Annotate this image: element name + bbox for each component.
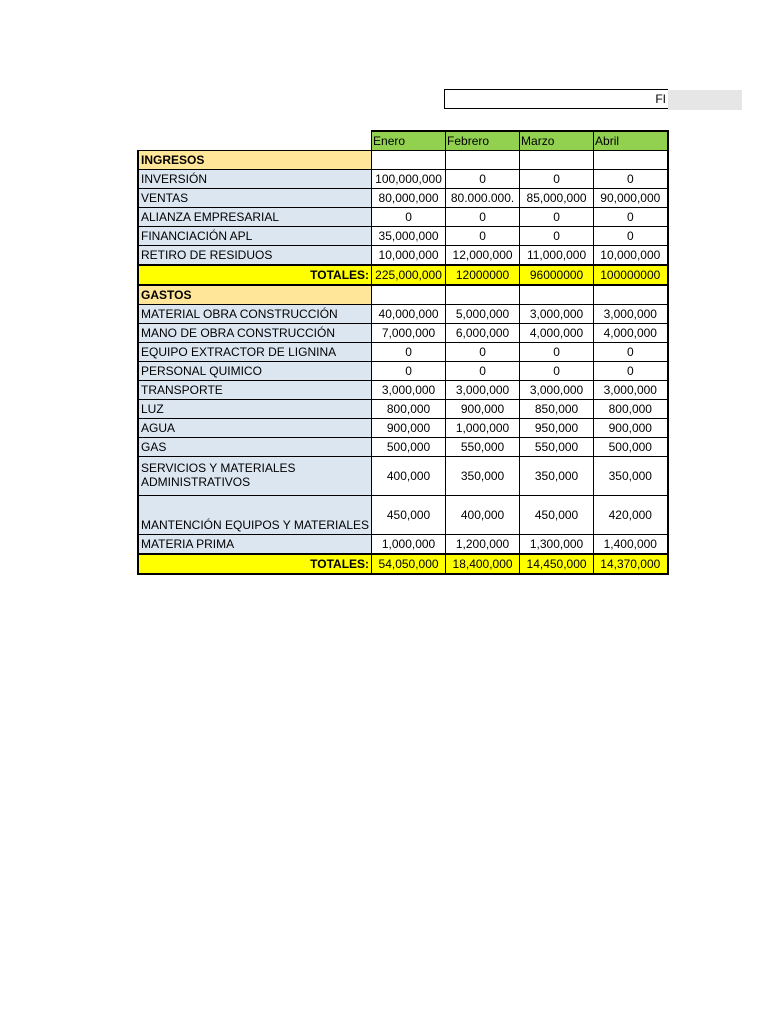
value-cell[interactable]: 0 xyxy=(372,343,446,362)
table-row xyxy=(138,535,668,555)
table-row xyxy=(138,208,668,227)
total-value-cell[interactable]: 225,000,000 xyxy=(372,265,446,285)
row-label-cell[interactable]: AGUA xyxy=(138,419,372,438)
value-cell[interactable]: 1,300,000 xyxy=(520,535,594,555)
total-value-cell[interactable]: 54,050,000 xyxy=(372,554,446,574)
row-label-cell[interactable]: LUZ xyxy=(138,400,372,419)
title-overflow-cell xyxy=(668,90,742,110)
table-row xyxy=(138,343,668,362)
row-label-cell[interactable]: MANO DE OBRA CONSTRUCCIÓN xyxy=(138,324,372,343)
table-cell[interactable] xyxy=(446,285,520,305)
value-cell[interactable]: 950,000 xyxy=(520,419,594,438)
value-cell[interactable]: 0 xyxy=(594,170,668,189)
section-label-gastos[interactable]: GASTOS xyxy=(138,285,372,305)
ingresos-section-row xyxy=(138,151,668,170)
row-label-cell[interactable]: MATERIA PRIMA xyxy=(138,535,372,555)
value-cell[interactable]: 1,000,000 xyxy=(446,419,520,438)
value-cell[interactable]: 1,200,000 xyxy=(446,535,520,555)
value-cell[interactable]: 800,000 xyxy=(372,400,446,419)
total-value-cell[interactable]: 18,400,000 xyxy=(446,554,520,574)
value-cell[interactable]: 6,000,000 xyxy=(446,324,520,343)
value-cell[interactable]: 80,000,000 xyxy=(372,189,446,208)
value-cell[interactable]: 0 xyxy=(446,208,520,227)
value-cell[interactable]: 35,000,000 xyxy=(372,227,446,246)
table-cell[interactable] xyxy=(594,151,668,170)
row-label-cell[interactable]: PERSONAL QUIMICO xyxy=(138,362,372,381)
value-cell[interactable]: 0 xyxy=(594,208,668,227)
value-cell[interactable]: 80.000.000. xyxy=(446,189,520,208)
totals-label-cell[interactable]: TOTALES: xyxy=(138,554,372,574)
cash-flow-table xyxy=(137,130,669,575)
value-cell[interactable]: 3,000,000 xyxy=(594,381,668,400)
row-label-cell[interactable]: SERVICIOS Y MATERIALES ADMINISTRATIVOS xyxy=(138,457,372,496)
total-value-cell[interactable]: 14,370,000 xyxy=(594,554,668,574)
month-header-cell[interactable]: Enero xyxy=(372,131,446,151)
section-label-ingresos[interactable]: INGRESOS xyxy=(138,151,372,170)
month-header-cell[interactable]: Marzo xyxy=(520,131,594,151)
table-cell[interactable] xyxy=(372,151,446,170)
value-cell[interactable]: 12,000,000 xyxy=(446,246,520,266)
row-label-cell[interactable]: RETIRO DE RESIDUOS xyxy=(138,246,372,266)
table-cell[interactable] xyxy=(446,151,520,170)
gastos-section-row xyxy=(138,285,668,305)
gastos-totals-row xyxy=(138,554,668,574)
value-cell[interactable]: 450,000 xyxy=(520,496,594,535)
total-value-cell[interactable]: 96000000 xyxy=(520,265,594,285)
value-cell[interactable]: 0 xyxy=(446,170,520,189)
value-cell[interactable]: 500,000 xyxy=(372,438,446,457)
value-cell[interactable]: 0 xyxy=(446,343,520,362)
table-cell[interactable] xyxy=(520,151,594,170)
value-cell[interactable]: 1,000,000 xyxy=(372,535,446,555)
value-cell[interactable]: 900,000 xyxy=(594,419,668,438)
table-cell[interactable] xyxy=(594,285,668,305)
table-row xyxy=(138,419,668,438)
value-cell[interactable]: 550,000 xyxy=(446,438,520,457)
table-row xyxy=(138,227,668,246)
value-cell[interactable]: 40,000,000 xyxy=(372,305,446,324)
value-cell[interactable]: 450,000 xyxy=(372,496,446,535)
value-cell[interactable]: 7,000,000 xyxy=(372,324,446,343)
ingresos-totals-row xyxy=(138,265,668,285)
value-cell[interactable]: 550,000 xyxy=(520,438,594,457)
table-row xyxy=(138,457,668,496)
value-cell[interactable]: 100,000,000 xyxy=(372,170,446,189)
table-row xyxy=(138,189,668,208)
value-cell[interactable]: 420,000 xyxy=(594,496,668,535)
value-cell[interactable]: 350,000 xyxy=(446,457,520,496)
row-label-cell[interactable]: TRANSPORTE xyxy=(138,381,372,400)
table-row xyxy=(138,362,668,381)
header-row xyxy=(138,131,668,151)
value-cell[interactable]: 0 xyxy=(372,362,446,381)
value-cell[interactable]: 0 xyxy=(446,227,520,246)
value-cell[interactable]: 0 xyxy=(446,362,520,381)
value-cell[interactable]: 3,000,000 xyxy=(446,381,520,400)
value-cell[interactable]: 900,000 xyxy=(446,400,520,419)
table-row xyxy=(138,400,668,419)
value-cell[interactable]: 10,000,000 xyxy=(372,246,446,266)
value-cell[interactable]: 1,400,000 xyxy=(594,535,668,555)
table-row xyxy=(138,305,668,324)
month-header-cell[interactable]: Febrero xyxy=(446,131,520,151)
value-cell[interactable]: 5,000,000 xyxy=(446,305,520,324)
value-cell[interactable]: 350,000 xyxy=(520,457,594,496)
row-label-cell[interactable]: GAS xyxy=(138,438,372,457)
value-cell[interactable]: 0 xyxy=(520,227,594,246)
value-cell[interactable]: 850,000 xyxy=(520,400,594,419)
row-label-cell[interactable]: MATERIAL OBRA CONSTRUCCIÓN xyxy=(138,305,372,324)
value-cell[interactable]: 0 xyxy=(520,208,594,227)
value-cell[interactable]: 3,000,000 xyxy=(520,305,594,324)
total-value-cell[interactable]: 100000000 xyxy=(594,265,668,285)
table-row xyxy=(138,381,668,400)
month-header-cell[interactable]: Abril xyxy=(594,131,668,151)
table-row xyxy=(138,438,668,457)
row-label-cell[interactable]: MANTENCIÓN EQUIPOS Y MATERIALES xyxy=(138,496,372,535)
value-cell[interactable]: 3,000,000 xyxy=(594,305,668,324)
sheet-title-cell[interactable] xyxy=(444,89,668,109)
row-label-cell[interactable]: INVERSIÓN xyxy=(138,170,372,189)
value-cell[interactable]: 800,000 xyxy=(594,400,668,419)
value-cell[interactable]: 0 xyxy=(594,343,668,362)
value-cell[interactable]: 85,000,000 xyxy=(520,189,594,208)
value-cell[interactable]: 0 xyxy=(520,170,594,189)
total-value-cell[interactable]: 12000000 xyxy=(446,265,520,285)
value-cell[interactable]: 0 xyxy=(372,208,446,227)
header-corner-cell xyxy=(138,131,372,151)
value-cell[interactable]: 400,000 xyxy=(372,457,446,496)
value-cell[interactable]: 0 xyxy=(594,227,668,246)
table-row xyxy=(138,496,668,535)
value-cell[interactable]: 90,000,000 xyxy=(594,189,668,208)
value-cell[interactable]: 10,000,000 xyxy=(594,246,668,266)
row-label-cell[interactable]: EQUIPO EXTRACTOR DE LIGNINA xyxy=(138,343,372,362)
row-label-cell[interactable]: VENTAS xyxy=(138,189,372,208)
row-label-cell[interactable]: FINANCIACIÓN APL xyxy=(138,227,372,246)
value-cell[interactable]: 3,000,000 xyxy=(520,381,594,400)
totals-label-cell[interactable]: TOTALES: xyxy=(138,265,372,285)
row-label-cell[interactable]: ALIANZA EMPRESARIAL xyxy=(138,208,372,227)
table-row xyxy=(138,170,668,189)
table-cell[interactable] xyxy=(372,285,446,305)
table-cell[interactable] xyxy=(520,285,594,305)
table-row xyxy=(138,246,668,266)
value-cell[interactable]: 350,000 xyxy=(594,457,668,496)
value-cell[interactable]: 400,000 xyxy=(446,496,520,535)
value-cell[interactable]: 4,000,000 xyxy=(594,324,668,343)
value-cell[interactable]: 3,000,000 xyxy=(372,381,446,400)
total-value-cell[interactable]: 14,450,000 xyxy=(520,554,594,574)
sheet-title-text: FI xyxy=(655,92,666,106)
value-cell[interactable]: 0 xyxy=(520,362,594,381)
value-cell[interactable]: 4,000,000 xyxy=(520,324,594,343)
value-cell[interactable]: 0 xyxy=(594,362,668,381)
value-cell[interactable]: 11,000,000 xyxy=(520,246,594,266)
value-cell[interactable]: 0 xyxy=(520,343,594,362)
value-cell[interactable]: 900,000 xyxy=(372,419,446,438)
table-row xyxy=(138,324,668,343)
value-cell[interactable]: 500,000 xyxy=(594,438,668,457)
